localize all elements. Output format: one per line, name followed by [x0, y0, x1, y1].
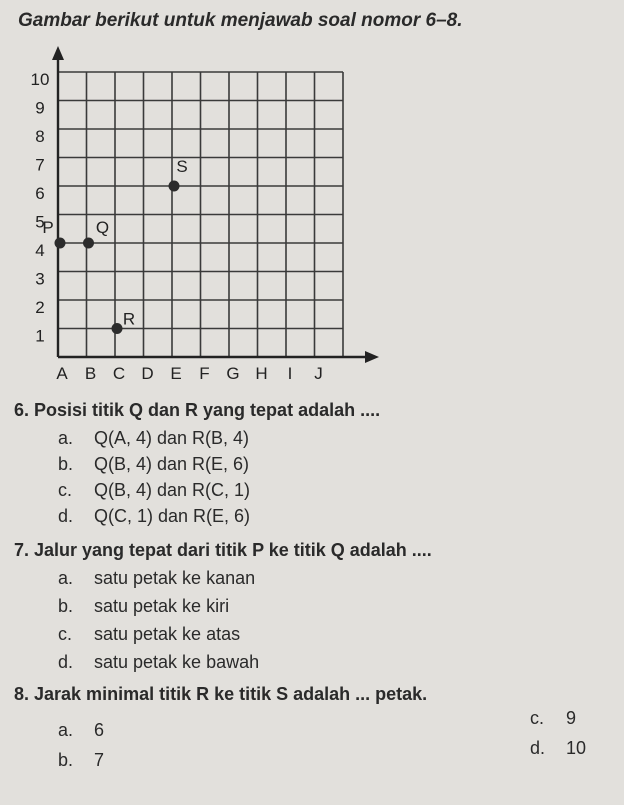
coordinate-grid — [0, 0, 624, 400]
option-letter: a. — [58, 568, 74, 588]
option-text: Q(B, 4) dan R(E, 6) — [94, 454, 250, 474]
q6-option-c[interactable] — [58, 480, 250, 501]
y-tick-label: 6 — [35, 184, 45, 203]
option-letter: d. — [58, 506, 74, 526]
y-tick-label: 10 — [30, 70, 50, 89]
option-letter: b. — [58, 454, 74, 474]
option-letter: c. — [530, 708, 545, 728]
q8-option-b[interactable] — [58, 750, 104, 771]
point-s — [169, 181, 180, 192]
q8-option-c[interactable] — [530, 708, 576, 729]
option-letter: d. — [58, 652, 74, 672]
y-tick-label: 8 — [35, 127, 45, 146]
point-q — [83, 238, 94, 249]
option-text: satu petak ke kiri — [94, 596, 230, 616]
q7-option-d[interactable] — [58, 652, 259, 673]
y-tick-label: 4 — [35, 241, 45, 260]
y-tick-label: 7 — [35, 155, 45, 175]
q7-option-c[interactable] — [58, 624, 240, 645]
option-text: 7 — [94, 750, 105, 770]
point-label-r: R — [122, 309, 136, 329]
page-heading: Gambar berikut untuk menjawab soal nomor 6–8. — [18, 10, 463, 31]
option-letter: c. — [58, 624, 73, 644]
question-7-stem: 7. Jalur yang tepat dari titik P ke titik Q adalah .... — [14, 540, 432, 560]
option-letter: c. — [58, 480, 73, 500]
q6-option-d[interactable] — [58, 506, 250, 527]
point-label-s: S — [176, 157, 188, 176]
x-tick-label: E — [170, 364, 182, 383]
q8-option-a[interactable] — [58, 720, 104, 741]
option-text: Q(C, 1) dan R(E, 6) — [94, 506, 251, 526]
q6-option-b[interactable] — [58, 454, 249, 475]
q7-option-a[interactable] — [58, 568, 255, 589]
x-tick-label: C — [112, 364, 126, 383]
y-axis-arrow — [52, 46, 64, 60]
x-tick-label: F — [199, 364, 210, 383]
point-p — [55, 238, 66, 249]
question-8-stem: 8. Jarak minimal titik R ke titik S adalah ... petak. — [14, 684, 428, 704]
x-tick-label: B — [84, 364, 97, 383]
y-tick-label: 9 — [35, 98, 45, 118]
x-tick-label: G — [226, 364, 240, 383]
option-text: 9 — [566, 708, 577, 728]
option-text: Q(A, 4) dan R(B, 4) — [94, 428, 250, 448]
q7-option-b[interactable] — [58, 596, 229, 617]
point-r — [112, 323, 123, 334]
x-tick-label: I — [287, 364, 293, 383]
y-tick-label: 1 — [35, 326, 45, 346]
option-text: Q(B, 4) dan R(C, 1) — [94, 480, 251, 500]
option-text: satu petak ke kanan — [94, 568, 256, 588]
x-tick-label: A — [56, 364, 68, 383]
x-tick-label: H — [255, 364, 268, 383]
y-tick-label: 3 — [35, 269, 45, 289]
point-label-q: Q — [95, 218, 110, 237]
option-text: 10 — [566, 738, 587, 758]
q8-option-d[interactable] — [530, 738, 586, 759]
option-text: satu petak ke bawah — [94, 652, 260, 672]
x-tick-label: J — [314, 364, 323, 383]
x-axis-arrow — [365, 351, 379, 363]
option-letter: a. — [58, 428, 74, 448]
option-letter: a. — [58, 720, 74, 740]
point-label-p: P — [42, 218, 54, 237]
y-tick-label: 2 — [35, 298, 45, 317]
option-text: 6 — [94, 720, 105, 740]
option-letter: b. — [58, 596, 74, 616]
option-letter: d. — [530, 738, 546, 758]
option-text: satu petak ke atas — [94, 624, 241, 644]
option-letter: b. — [58, 750, 74, 770]
y-tick-label: 5 — [35, 212, 45, 232]
x-tick-label: D — [141, 364, 154, 383]
q6-option-a[interactable] — [58, 428, 249, 449]
question-6-stem: 6. Posisi titik Q dan R yang tepat adalah .... — [14, 400, 381, 420]
